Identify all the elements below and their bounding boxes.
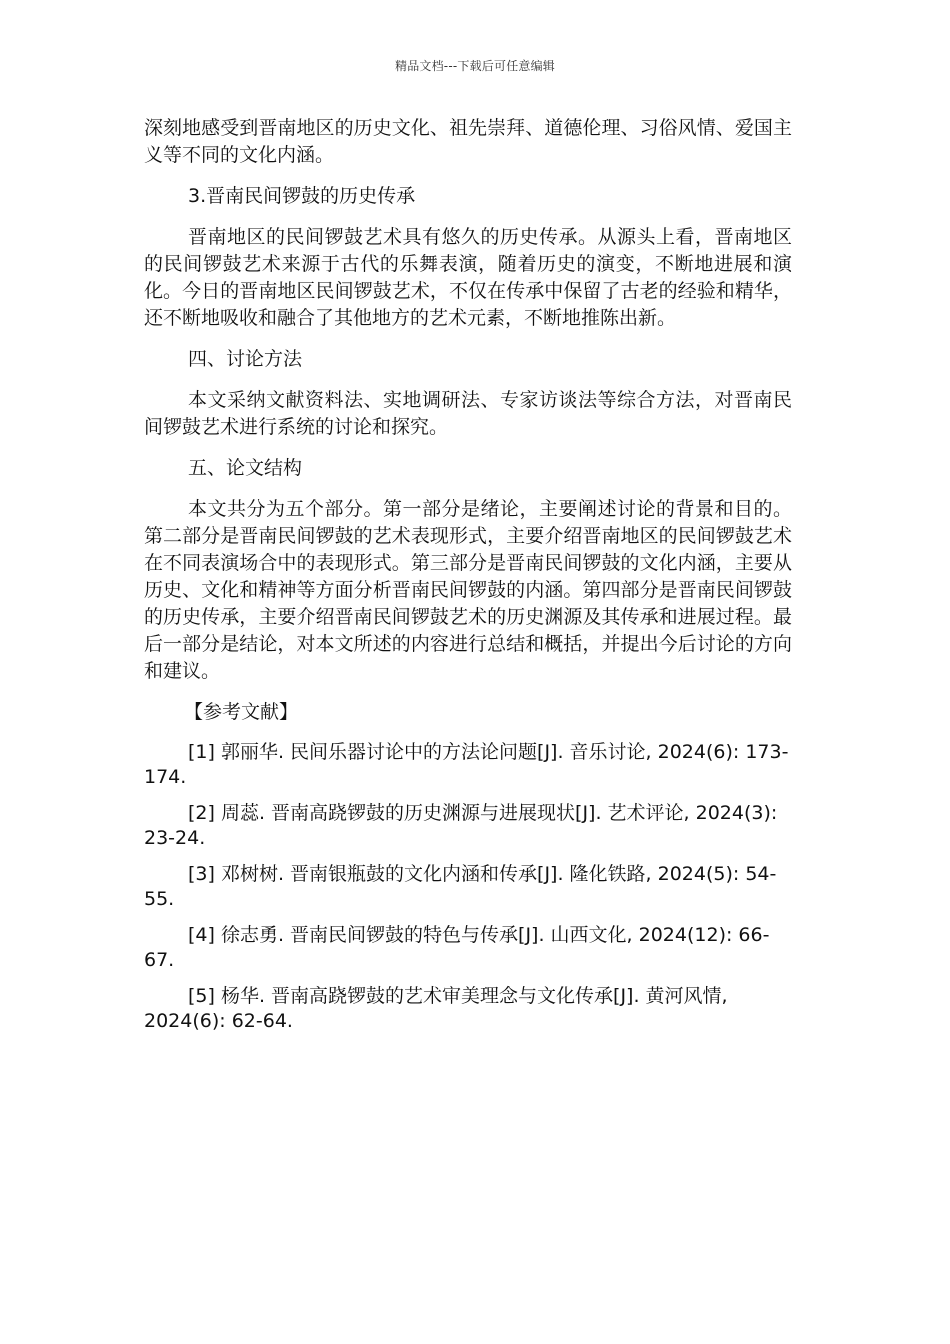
reference-item: [3] 邓树树. 晋南银瓶鼓的文化内涵和传承[J]. 隆化铁路, 2024(5): 54-55.: [144, 863, 777, 910]
reference-item: [2] 周蕊. 晋南高跷锣鼓的历史渊源与进展现状[J]. 艺术评论, 2024(3): 23-24.: [144, 802, 778, 849]
section-heading-structure: 五、论文结构: [188, 457, 303, 479]
references-heading: 【参考文献】: [184, 701, 299, 723]
section-heading-history: 3.晋南民间锣鼓的历史传承: [188, 185, 416, 207]
paragraph-history: 晋南地区的民间锣鼓艺术具有悠久的历史传承。从源头上看，晋南地区的民间锣鼓艺术来源于古代的乐舞表演，随着历史的演变，不断地进展和演化。今日的晋南地区民间锣鼓艺术，不仅在传承中保留了古老的经验和精华，还不断地吸收和融合了其他地方的艺术元素，不断地推陈出新。: [144, 226, 792, 329]
reference-item: [1] 郭丽华. 民间乐器讨论中的方法论问题[J]. 音乐讨论, 2024(6): 173-174.: [144, 741, 789, 788]
reference-item: [5] 杨华. 晋南高跷锣鼓的艺术审美理念与文化传承[J]. 黄河风情, 2024(6): 62-64.: [144, 985, 728, 1032]
reference-item: [4] 徐志勇. 晋南民间锣鼓的特色与传承[J]. 山西文化, 2024(12): 66-67.: [144, 924, 770, 971]
page-header: 精品文档---下载后可任意编辑: [395, 59, 555, 73]
section-heading-method: 四、讨论方法: [188, 348, 303, 370]
document-body: [144, 115, 792, 1045]
paragraph-method: 本文采纳文献资料法、实地调研法、专家访谈法等综合方法，对晋南民间锣鼓艺术进行系统的讨论和探究。: [144, 389, 792, 438]
paragraph-structure: 本文共分为五个部分。第一部分是绪论，主要阐述讨论的背景和目的。第二部分是晋南民间锣鼓的艺术表现形式，主要介绍晋南地区的民间锣鼓艺术在不同表演场合中的表现形式。第三部分是晋南民间锣鼓的文化内涵，主要从历史、文化和精神等方面分析晋南民间锣鼓的内涵。第四部分是晋南民间锣鼓的历史传承，主要介绍晋南民间锣鼓艺术的历史渊源及其传承和进展过程。最后一部分是结论，对本文所述的内容进行总结和概括，并提出今后讨论的方向和建议。: [144, 498, 792, 682]
paragraph-continuation: 深刻地感受到晋南地区的历史文化、祖先崇拜、道德伦理、习俗风情、爱国主义等不同的文化内涵。: [144, 117, 792, 166]
